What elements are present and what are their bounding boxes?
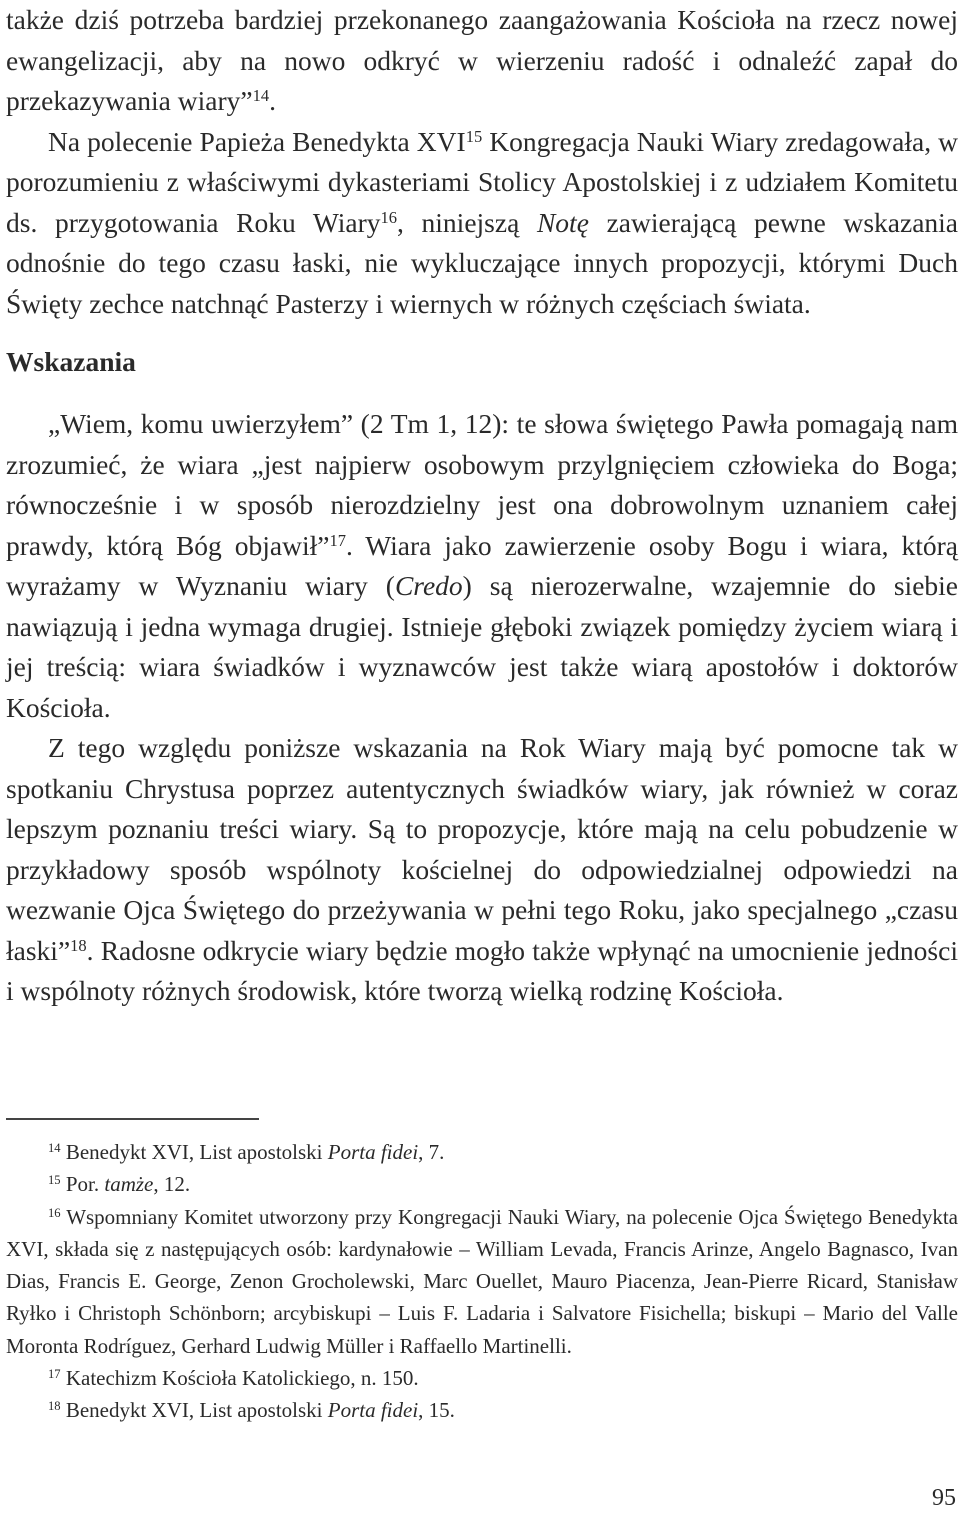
paragraph-text: Kongregacja Nauki Wiary zredagowała, w porozumieniu z właściwymi dykasteriami Stolicy Apostolskiej i z udziałem Komitetu ds. przygotowania Roku Wiary xyxy=(6,125,958,238)
footnote-15 xyxy=(6,1168,958,1200)
paragraph-text: . Radosne odkrycie wiary będzie mogło także wpłynąć na umocnienie jedności i wspólnoty różnych środowisk, które tworzą wielką rodzinę Kościoła. xyxy=(6,934,958,1006)
footnote-ref-18: 18 xyxy=(70,935,87,955)
paragraph-text: zawierającą pewne wskazania odnośnie do tego czasu łaski, nie wykluczające innych propozycji, którymi Duch Święty zechce natchnąć Pasterzy i wiernych w różnych częściach świata. xyxy=(6,206,958,319)
footnote-text: Wspomniany Komitet utworzony przy Kongregacji Nauki Wiary, na polecenie Ojca Świętego Benedykta XVI, składa się z następujących osób: kardynałowie – William Levada, Francis Arinze, Angelo Bagnasco, Ivan Dias, Francis E. George, Zenon Grocholewski, Marc Ouellet, Mauro Piacenza, Jean-Pierre Ricard, Stanisław Ryłko i Christoph Schönborn; arcybiskupi – Luis F. Ladaria i Salvatore Fisichella; biskupi – Mario del Valle Moronta Rodríguez, Gerhard Ludwig Müller i Raffaello Martinelli. xyxy=(6,1204,958,1358)
footnote-16 xyxy=(6,1201,958,1362)
paragraph-text: także dziś potrzeba bardziej przekonanego zaangażowania Kościoła na rzecz nowej ewangelizacji, aby na nowo odkryć w wierzeniu radość i odnaleźć zapał do przekazywania wiary” xyxy=(6,4,958,116)
footnote-number: 17 xyxy=(48,1367,61,1382)
paragraph-text: , niniejszą xyxy=(396,206,537,238)
footnote-text: Benedykt XVI, List apostolski xyxy=(60,1140,328,1164)
footnote-number: 16 xyxy=(48,1205,61,1220)
paragraph-faith xyxy=(6,404,958,728)
paragraph-text: . Wiara jako zawierzenie osoby Bogu i wiara, którą wyrażamy w Wyznaniu wiary ( xyxy=(6,529,958,601)
footnote-17 xyxy=(6,1362,958,1394)
paragraph-continuation xyxy=(6,0,958,122)
footnote-text: , 12. xyxy=(153,1172,191,1197)
footnote-number: 18 xyxy=(48,1399,61,1414)
paragraph-note-intro xyxy=(6,122,958,325)
paragraph-text: „Wiem, komu uwierzyłem” (2 Tm 1, 12): te słowa świętego Pawła pomagają nam zrozumieć, że wiara „jest najpierw osobowym przylgnięciem człowieka do Boga; równocześnie i w sposób nierozdzielny jest ona dobrowolnym uznaniem całej prawdy, którą Bóg objawił” xyxy=(6,408,958,561)
footnote-ref-16: 16 xyxy=(380,207,397,227)
footnote-divider xyxy=(6,1118,259,1120)
footnote-text: , 7. xyxy=(418,1140,445,1164)
paragraph-indications xyxy=(6,728,958,1012)
paragraph-text: . xyxy=(269,85,276,116)
footnote-ref-15: 15 xyxy=(465,126,483,146)
footnote-emphasis: tamże xyxy=(104,1172,154,1197)
footnote-text: Benedykt XVI, List apostolski xyxy=(60,1398,328,1423)
footnote-14 xyxy=(6,1136,958,1168)
footnote-emphasis: Porta fidei xyxy=(327,1140,419,1164)
emphasis-text: Notę xyxy=(536,206,589,238)
document-page xyxy=(6,0,958,1423)
footnote-text: , 15. xyxy=(418,1398,455,1423)
footnote-number: 14 xyxy=(48,1141,61,1156)
footnote-number: 15 xyxy=(48,1173,61,1188)
footnote-ref-14: 14 xyxy=(252,85,270,105)
footnote-emphasis: Porta fidei xyxy=(327,1398,419,1423)
paragraph-text: Na polecenie Papieża Benedykta XVI xyxy=(48,125,466,157)
footnote-text: Katechizm Kościoła Katolickiego, n. 150. xyxy=(60,1366,419,1391)
page-number: 95 xyxy=(932,1485,956,1511)
footnote-ref-17: 17 xyxy=(329,530,346,550)
paragraph-text: Z tego względu poniższe wskazania na Rok Wiary mają być pomocne tak w spotkaniu Chrystusa poprzez autentycznych świadków wiary, jak również w coraz lepszym poznaniu treści wiary. Są to propozycje, które mają na celu pobudzenie w przykładowy sposób wspólnoty kościelnej do odpowiedzialnej odpowiedzi na wezwanie Ojca Świętego do przeżywania w pełni tego Roku, jako specjalnego „czasu łaski” xyxy=(6,732,958,966)
section-heading: Wskazania xyxy=(6,346,136,377)
paragraph-text: ) są nierozerwalne, wzajemnie do siebie nawiązują i jedna wymaga drugiej. Istnieje głęboki związek pomiędzy życiem wiarą i jej treścią: wiara świadków i wyznawców jest także wiarą apostołów i doktorów Kościoła. xyxy=(6,570,958,723)
footnotes xyxy=(6,1136,958,1427)
footnote-18 xyxy=(6,1394,958,1426)
emphasis-text: Credo xyxy=(394,570,463,601)
footnote-text: Por. xyxy=(60,1172,105,1197)
